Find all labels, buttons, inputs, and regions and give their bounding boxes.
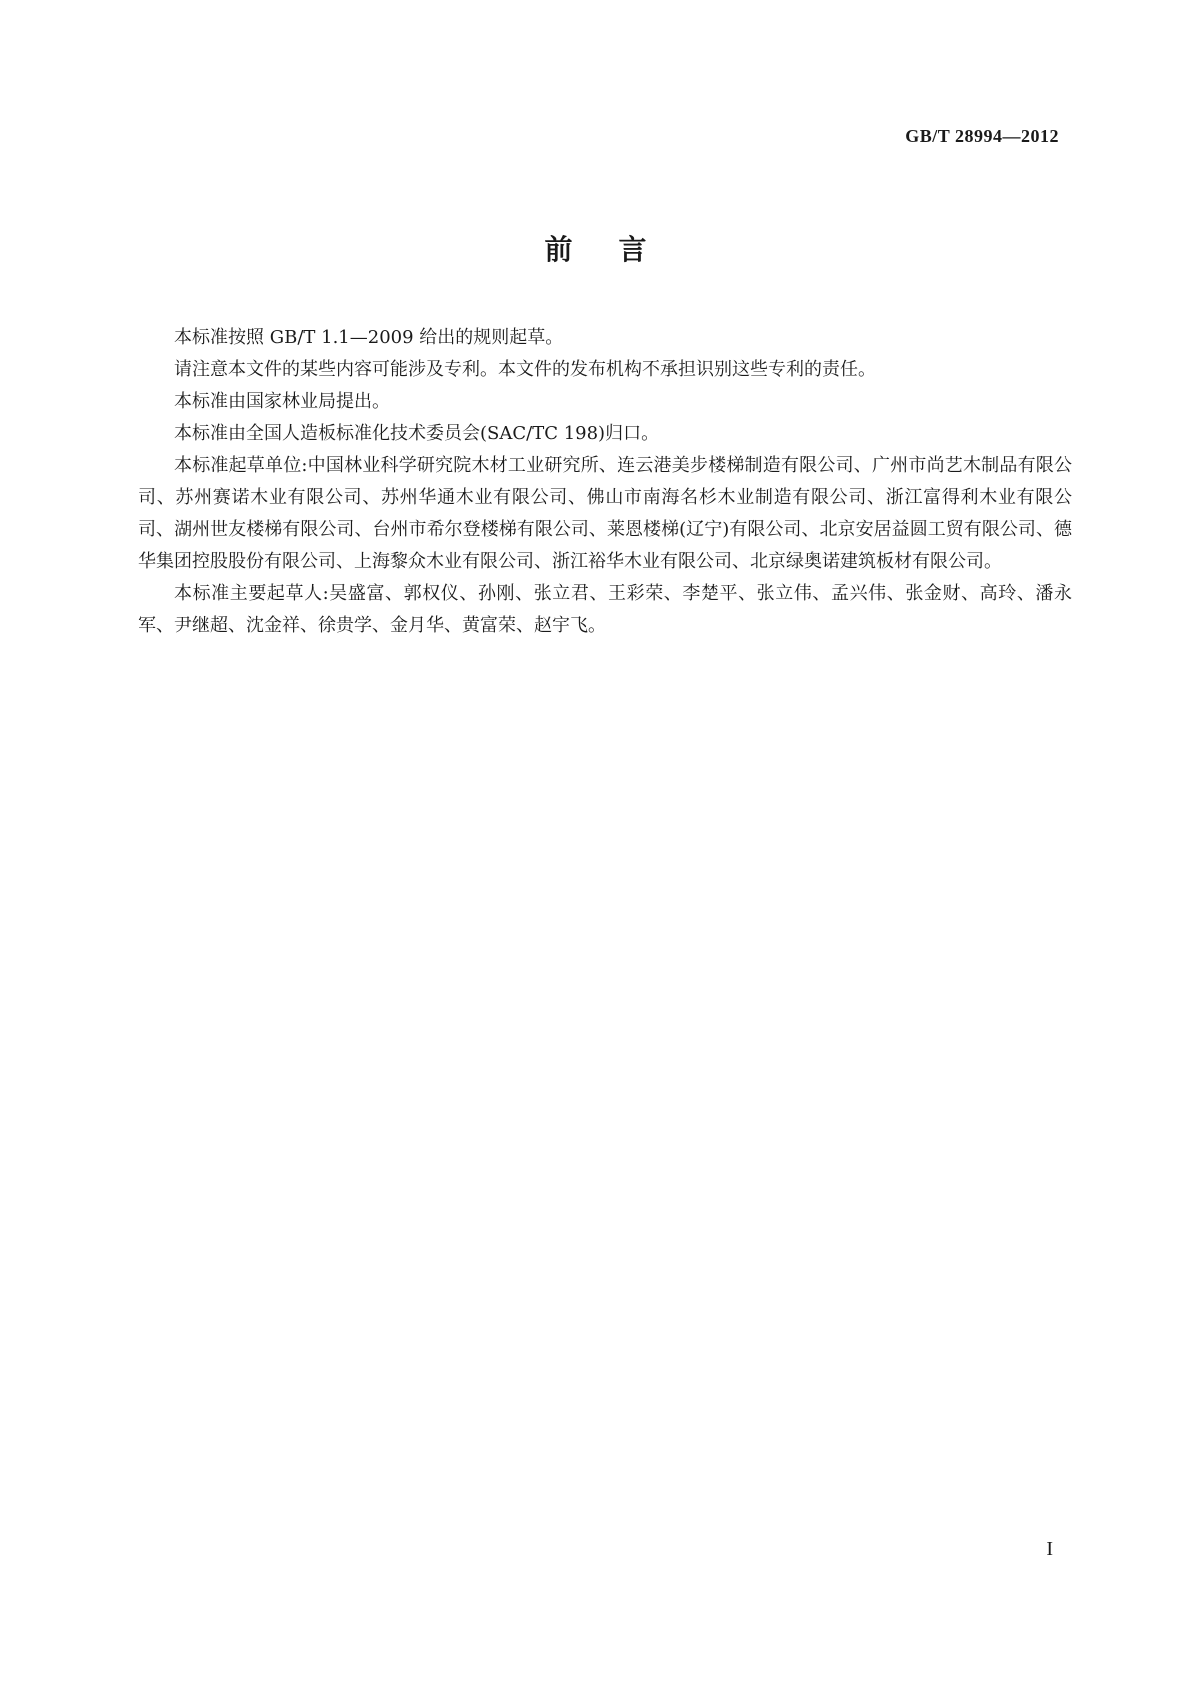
- page-number: I: [1046, 1538, 1053, 1560]
- foreword-body: [138, 322, 1072, 642]
- paragraph-drafters: 本标准主要起草人:吴盛富、郭权仪、孙刚、张立君、王彩荣、李楚平、张立伟、孟兴伟、张金财、高玲、潘永军、尹继超、沈金祥、徐贵学、金月华、黄富荣、赵宇飞。: [138, 583, 1072, 636]
- paragraph-drafting-units: 本标准起草单位:中国林业科学研究院木材工业研究所、连云港美步楼梯制造有限公司、广州市尚艺木制品有限公司、苏州赛诺木业有限公司、苏州华通木业有限公司、佛山市南海名杉木业制造有限公司、浙江富得利木业有限公司、湖州世友楼梯有限公司、台州市希尔登楼梯有限公司、莱恩楼梯(辽宁)有限公司、北京安居益圆工贸有限公司、德华集团控股股份有限公司、上海黎众木业有限公司、浙江裕华木业有限公司、北京绿奥诺建筑板材有限公司。: [138, 455, 1072, 572]
- paragraph-technical-committee: 本标准由全国人造板标准化技术委员会(SAC/TC 198)归口。: [174, 423, 660, 444]
- paragraph-proposer: 本标准由国家林业局提出。: [174, 391, 390, 412]
- page-title: 前言: [544, 233, 693, 266]
- standard-code: GB/T 28994—2012: [905, 126, 1059, 146]
- paragraph-patent-notice: 请注意本文件的某些内容可能涉及专利。本文件的发布机构不承担识别这些专利的责任。: [174, 359, 876, 380]
- paragraph-drafting-rules: 本标准按照 GB/T 1.1—2009 给出的规则起草。: [174, 327, 564, 348]
